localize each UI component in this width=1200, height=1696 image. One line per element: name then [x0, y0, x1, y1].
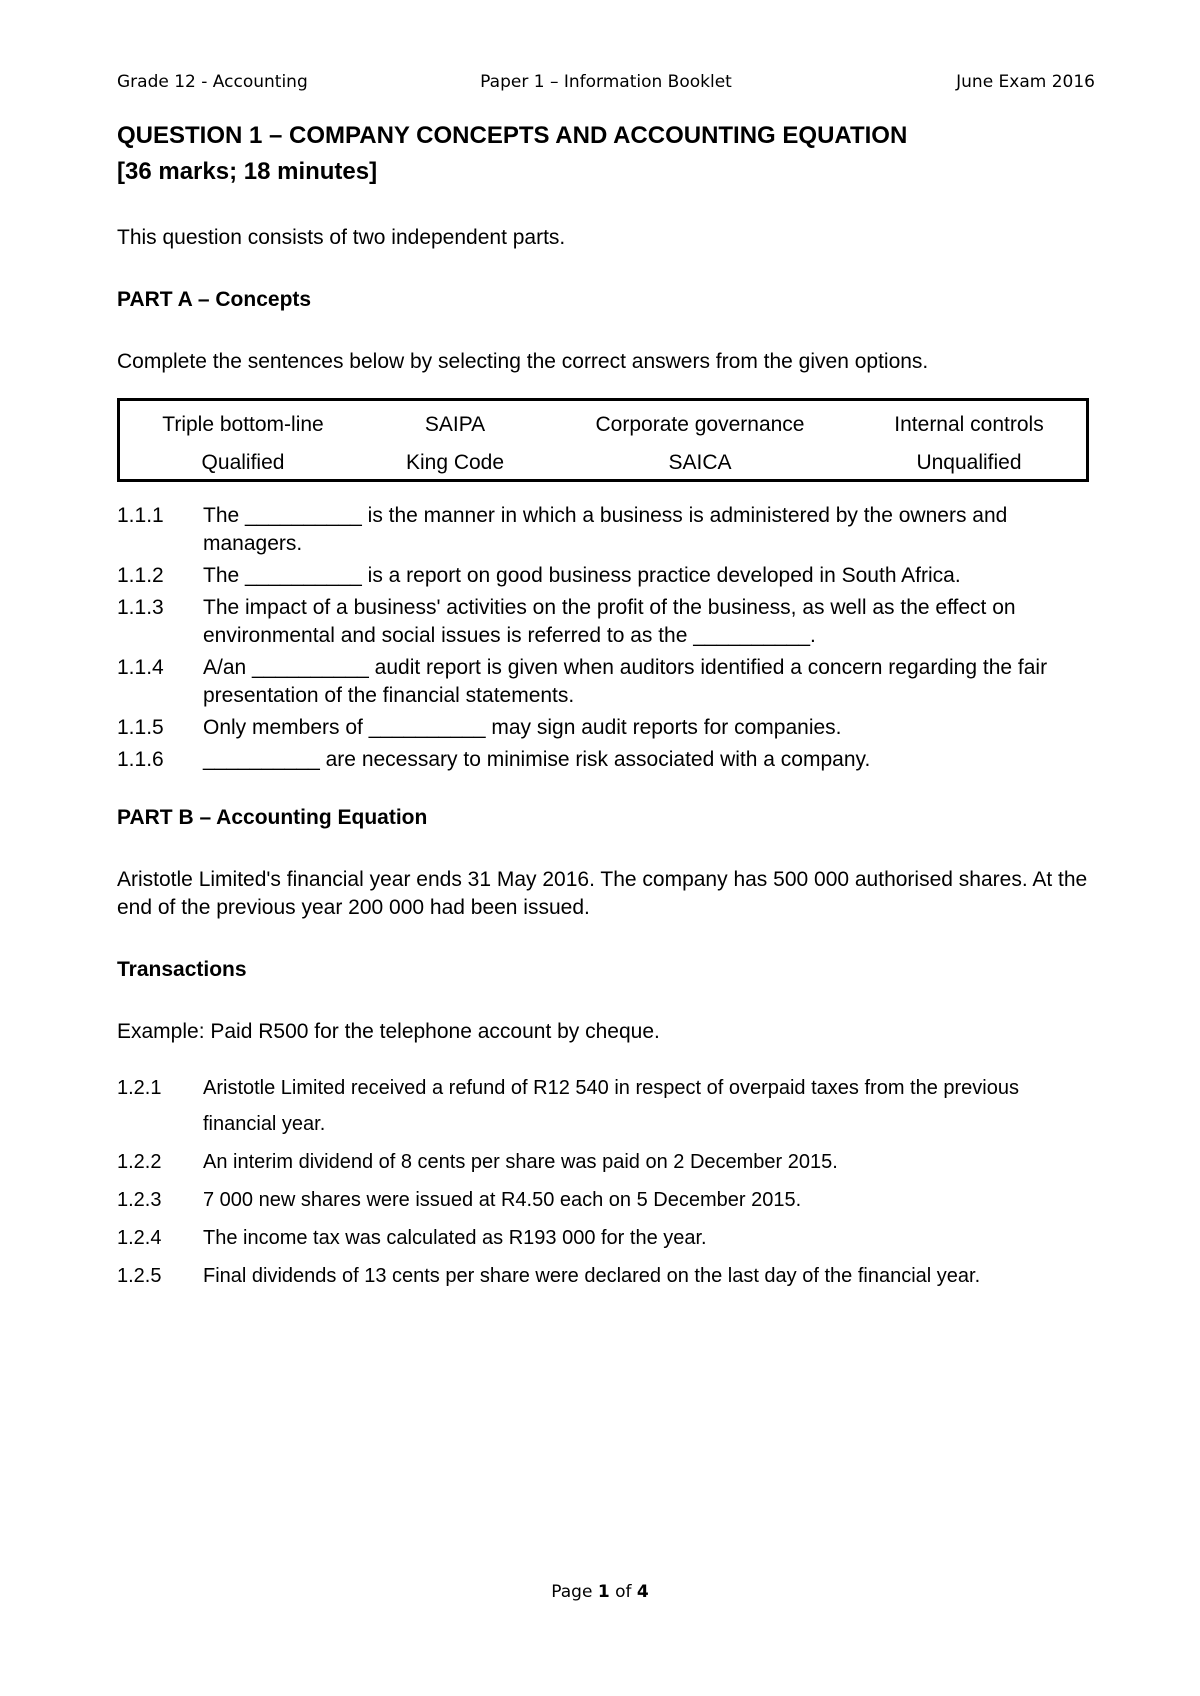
- list-item: [117, 1258, 1095, 1294]
- item-text: __________ are necessary to minimise risk associated with a company.: [203, 748, 871, 771]
- list-item: [117, 1144, 1095, 1180]
- footer-page-number: 1: [597, 1582, 610, 1602]
- list-item: [117, 562, 1095, 590]
- list-item: [117, 1220, 1095, 1256]
- options-row: [120, 410, 1086, 440]
- option-saipa: SAIPA: [424, 413, 486, 436]
- item-number: 1.1.4: [117, 656, 164, 679]
- item-text: Aristotle Limited received a refund of R12 540 in respect of overpaid taxes from the previous financial year.: [203, 1077, 1019, 1135]
- item-text: A/an __________ audit report is given when auditors identified a concern regarding the fair presentation of the financial statements.: [203, 656, 1048, 707]
- item-number: 1.1.3: [117, 596, 164, 619]
- item-text: The __________ is a report on good business practice developed in South Africa.: [203, 564, 961, 587]
- document-body: [117, 118, 1095, 1296]
- item-text: Final dividends of 13 cents per share were declared on the last day of the financial year.: [203, 1265, 981, 1287]
- part-a-instruction: Complete the sentences below by selecting the correct answers from the given options.: [117, 350, 929, 373]
- option-qualified: Qualified: [201, 451, 285, 474]
- page-footer: [0, 1582, 1200, 1602]
- item-number: 1.2.3: [117, 1189, 162, 1211]
- option-internal-controls: Internal controls: [894, 413, 1044, 436]
- option-king-code: King Code: [405, 451, 505, 474]
- header-subject: Grade 12 - Accounting: [117, 72, 308, 92]
- list-item: [117, 502, 1095, 558]
- list-item: [117, 654, 1095, 710]
- option-corporate-governance: Corporate governance: [595, 413, 805, 436]
- transactions-example: Example: Paid R500 for the telephone account by cheque.: [117, 1020, 660, 1043]
- footer-of-label: of: [615, 1582, 632, 1602]
- question-title: [117, 118, 1095, 190]
- item-number: 1.1.2: [117, 564, 164, 587]
- item-number: 1.1.1: [117, 504, 164, 527]
- transactions-heading: Transactions: [117, 958, 247, 981]
- item-number: 1.2.1: [117, 1077, 162, 1099]
- footer-page-label: Page: [551, 1582, 593, 1602]
- item-number: 1.2.2: [117, 1151, 162, 1173]
- header-exam: June Exam 2016: [956, 72, 1095, 92]
- footer-page-total: 4: [636, 1582, 649, 1602]
- question-title-line1: QUESTION 1 – COMPANY CONCEPTS AND ACCOUNTING EQUATION: [117, 122, 908, 149]
- part-a-heading: PART A – Concepts: [117, 288, 312, 311]
- item-number: 1.2.4: [117, 1227, 162, 1249]
- item-text: The income tax was calculated as R193 000 for the year.: [203, 1227, 707, 1249]
- options-box: [117, 398, 1089, 482]
- list-item: [117, 1182, 1095, 1218]
- list-item: [117, 714, 1095, 742]
- item-text: The impact of a business' activities on the profit of the business, as well as the effect on environmental and social issues is referred to as the __________.: [203, 596, 1016, 647]
- item-number: 1.1.5: [117, 716, 164, 739]
- item-text: The __________ is the manner in which a business is administered by the owners and managers.: [203, 504, 1008, 555]
- item-number: 1.2.5: [117, 1265, 162, 1287]
- item-number: 1.1.6: [117, 748, 164, 771]
- option-saica: SAICA: [668, 451, 732, 474]
- list-item: [117, 594, 1095, 650]
- item-text: An interim dividend of 8 cents per share was paid on 2 December 2015.: [203, 1151, 838, 1173]
- option-triple-bottom-line: Triple bottom-line: [162, 413, 324, 436]
- list-item: [117, 746, 1095, 774]
- option-unqualified: Unqualified: [916, 451, 1022, 474]
- item-text: 7 000 new shares were issued at R4.50 each on 5 December 2015.: [203, 1189, 802, 1211]
- part-b-heading: PART B – Accounting Equation: [117, 806, 428, 829]
- part-b-intro: Aristotle Limited's financial year ends 31 May 2016. The company has 500 000 authorised shares. At the end of the previous year 200 000 had been issued.: [117, 868, 1088, 919]
- list-item: [117, 1070, 1095, 1142]
- question-intro: This question consists of two independent parts.: [117, 226, 566, 249]
- question-title-line2: [36 marks; 18 minutes]: [117, 158, 378, 185]
- part-b-transactions: [117, 1070, 1095, 1294]
- header-paper: Paper 1 – Information Booklet: [480, 72, 732, 92]
- part-a-questions: [117, 502, 1095, 774]
- page-header: [117, 72, 1095, 100]
- item-text: Only members of __________ may sign audit reports for companies.: [203, 716, 842, 739]
- options-row: [120, 448, 1086, 478]
